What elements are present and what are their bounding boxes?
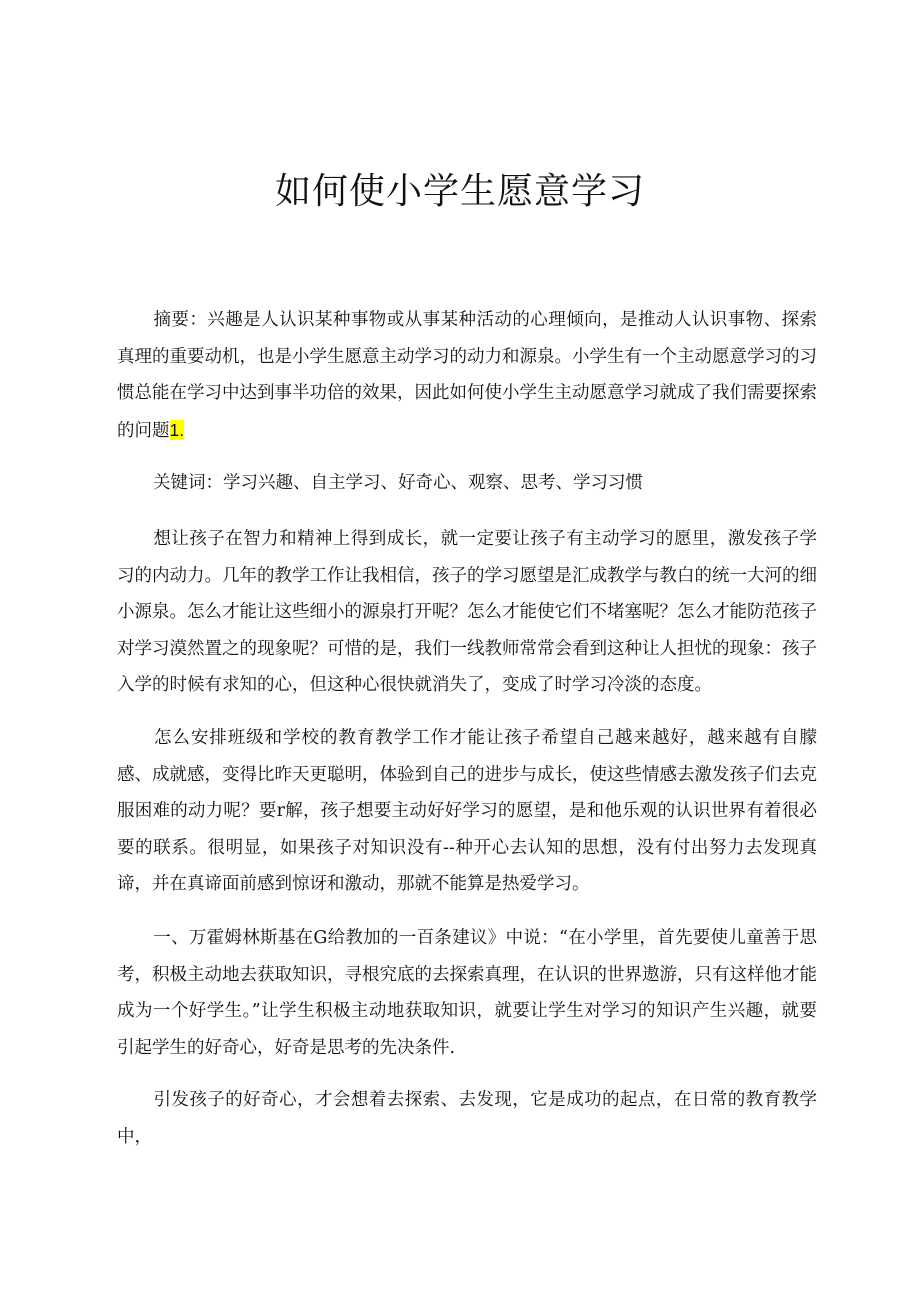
abstract-paragraph: [117, 302, 817, 449]
body-paragraph: [117, 720, 817, 903]
highlighted-marker: 1.: [169, 419, 185, 440]
paragraph-text: 想让孩子在智力和精神上得到成长，就一定要让孩子有主动学习的愿里，激发孩子学习的内动力。几年的教学工作让我相信，孩子的学习愿望是汇成教学与教白的统一大河的细小源泉。怎么才能让这些细小的源泉打开呢？怎么才能使它们不堵塞呢？怎么才能防范孩子对学习漠然置之的现象呢？可惜的是，我们一线教师常常会看到这种让人担忧的现象：孩子入学的时候有求知的心，但这种心很快就消失了，变成了时学习冷淡的态度。: [117, 529, 817, 695]
paragraph-text: 怎么安排班级和学校的教育教学工作才能让孩子希望自己越来越好，越来越有自朦感、成就感，变得比昨天更聪明，体验到自己的进步与成长，使这些情感去激发孩子们去克服困难的动力呢？要r解，孩子想要主动好好学习的愿望，是和他乐观的认识世界有着很必要的联系。很明显，如果孩子对知识没有--种开心去认知的思想，没有付出努力去发现真谛，并在真谛面前感到惊讶和激动，那就不能算是热爱学习。: [117, 728, 817, 894]
body-paragraph: [117, 1082, 817, 1155]
paragraph-text: 一、万霍姆林斯基在G给教加的一百条建议》中说：“在小学里，首先要使儿童善于思考，积极主动地去获取知识，寻根究底的去探索真理，在认识的世界遨游，只有这样他才能成为一个好学生。”让学生积极主动地获取知识，就要让学生对学习的知识产生兴趣，就要引起学生的好奇心，好奇是思考的先决条件.: [117, 928, 817, 1058]
body-paragraph: [117, 521, 817, 704]
abstract-text: 摘要：兴趣是人认识某种事物或从事某种活动的心理倾向，是推动人认识事物、探索真理的重要动机，也是小学生愿意主动学习的动力和源泉。小学生有一个主动愿意学习的习惯总能在学习中达到事半功倍的效果，因此如何使小学生主动愿意学习就成了我们需要探索的问题: [117, 310, 817, 441]
paragraph-text: 引发孩子的好奇心，才会想着去探索、去发现，它是成功的起点，在日常的教育教学中，: [117, 1090, 817, 1147]
keywords-text: 关键词：学习兴趣、自主学习、好奇心、观察、思考、学习习惯: [153, 473, 643, 493]
body-paragraph: [117, 920, 817, 1066]
document-title: 如何使小学生愿意学习: [274, 171, 645, 212]
keywords-line: [117, 465, 817, 502]
